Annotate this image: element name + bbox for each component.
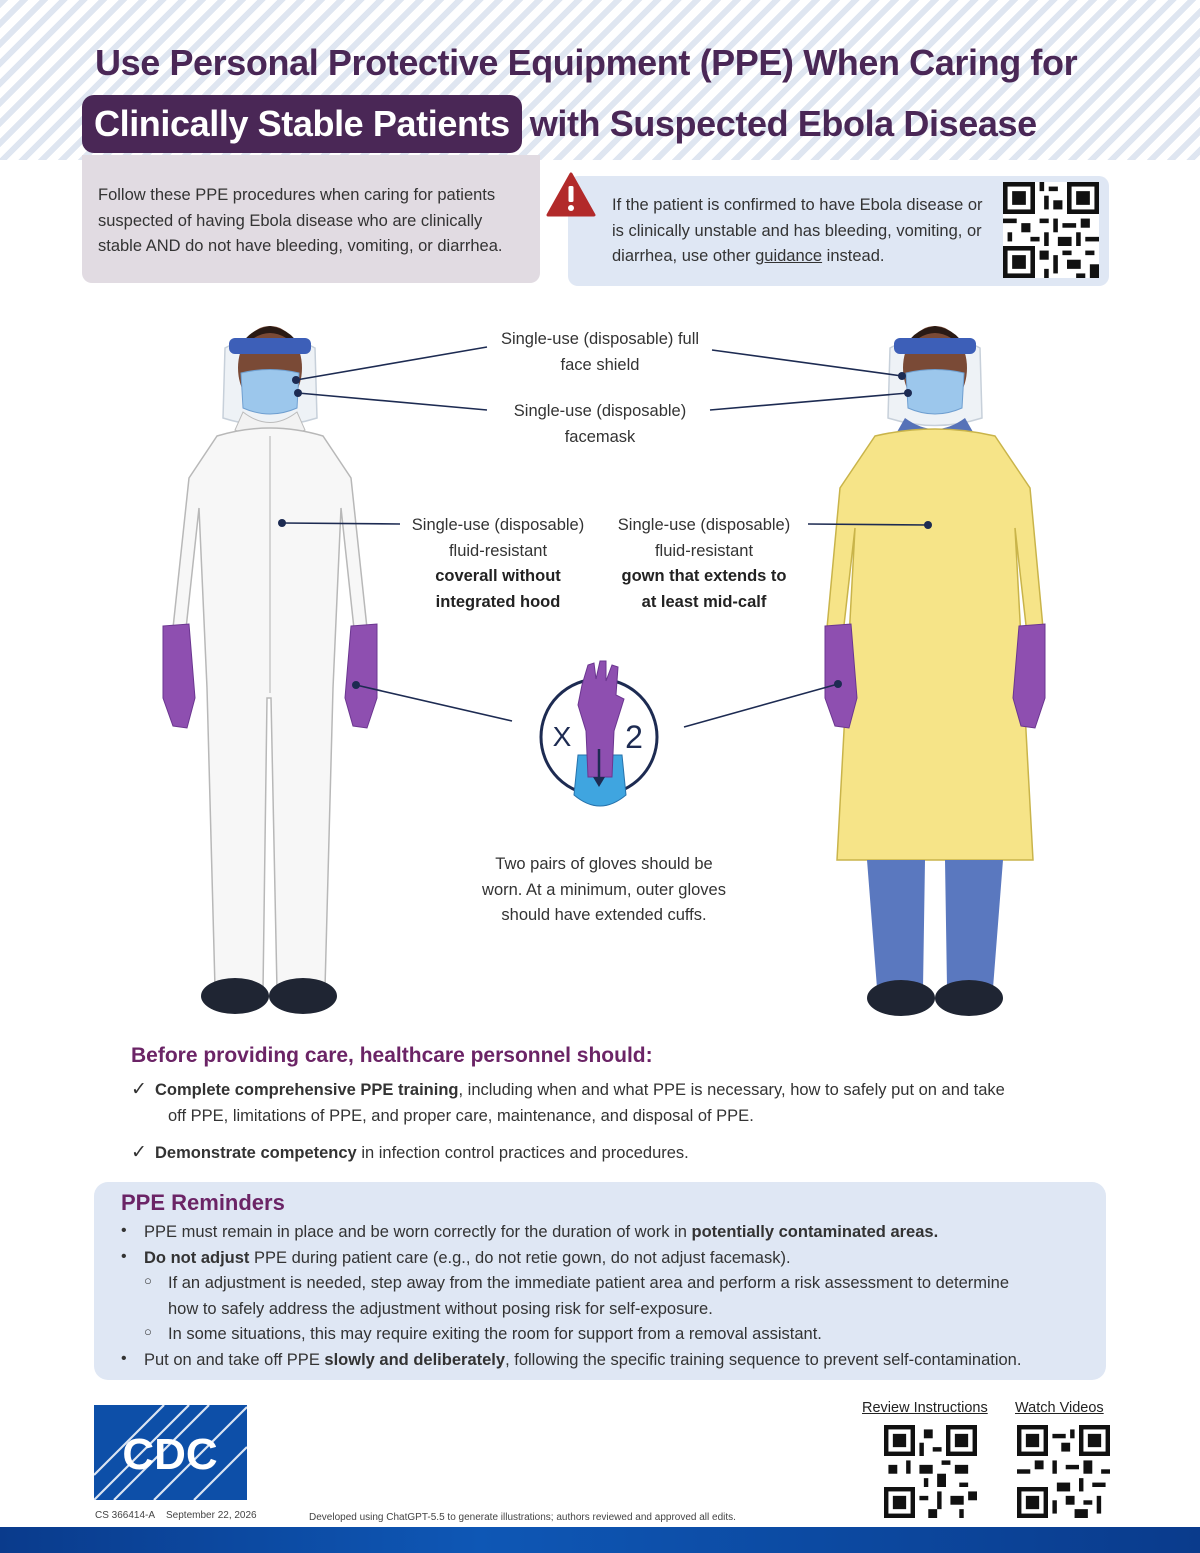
guidance-link[interactable]: guidance — [755, 247, 823, 265]
bullet-icon: • — [121, 1248, 127, 1265]
review-instructions-link[interactable]: Review Instructions — [862, 1400, 988, 1416]
bullet-icon: • — [121, 1222, 127, 1239]
gloves-count-label: 2 — [625, 719, 643, 755]
before-item-training-line2: off PPE, limitations of PPE, and proper care, maintenance, and disposal of PPE. — [168, 1107, 754, 1125]
page-title-line1: Use Personal Protective Equipment (PPE) When Caring for — [95, 42, 1078, 83]
cdc-logo — [94, 1405, 247, 1500]
gloves-label — [459, 852, 749, 929]
title-highlight: Clinically Stable Patients — [82, 95, 522, 153]
reminder-5-rest: , following the specific training sequence to prevent self-contamination. — [505, 1351, 1022, 1369]
warning-text-start: If the patient is confirmed to have Ebola disease or is clinically unstable and has bleeding, vomiting, or diarrhea, use other — [612, 196, 983, 265]
coverall-figure — [155, 308, 385, 1023]
before-item-training-bold: Complete comprehensive PPE training — [155, 1081, 459, 1099]
gown-label-line3: gown that extends to — [621, 567, 787, 585]
footer-bar — [0, 1527, 1200, 1553]
intro-box — [82, 155, 540, 283]
ai-disclosure: Developed using ChatGPT-5.5 to generate illustrations; authors reviewed and approved all edits. — [309, 1512, 736, 1523]
gown-label-line1: Single-use (disposable) — [617, 516, 791, 534]
reminder-item-5 — [144, 1348, 1094, 1374]
gloves-label-line2: worn. At a minimum, outer gloves — [482, 880, 726, 899]
gown-label-line2: fluid-resistant — [654, 541, 754, 560]
checkmark-icon: ✓ — [131, 1142, 147, 1163]
cdc-logo-text: CDC — [122, 1430, 218, 1479]
gown-label — [604, 513, 804, 615]
coverall-label-line4: integrated hood — [435, 592, 561, 611]
page-title-line2 — [82, 95, 1037, 153]
warning-icon — [546, 172, 596, 218]
intro-text: Follow these PPE procedures when caring for patients suspected of having Ebola disease who are clinically stable AND do not have bleeding, vomiting, or diarrhea. — [98, 186, 503, 255]
facemask-label-line2: facemask — [564, 427, 636, 446]
coverall-label-line3: coverall without — [435, 567, 561, 585]
coverall-label-line2: fluid-resistant — [448, 541, 548, 560]
qr-code-watch-videos[interactable] — [1017, 1425, 1110, 1518]
sub-bullet-icon: ○ — [144, 1324, 152, 1339]
gloves-label-line3: should have extended cuffs. — [501, 906, 707, 924]
face-shield-label — [480, 327, 720, 378]
watch-videos-link[interactable]: Watch Videos — [1015, 1400, 1104, 1416]
reminder-1-bold: potentially contaminated areas. — [691, 1223, 939, 1241]
sub-bullet-icon: ○ — [144, 1273, 152, 1288]
before-item-competency-rest: in infection control practices and procedures. — [356, 1144, 689, 1162]
facemask-label-line1: Single-use (disposable) — [513, 402, 687, 420]
document-id: CS 366414-A — [95, 1510, 156, 1521]
before-item-competency — [155, 1141, 1055, 1167]
gown-label-line4: at least mid-calf — [641, 592, 767, 611]
warning-text — [612, 193, 992, 270]
reminder-item-4: In some situations, this may require exiting the room for support from a removal assistant. — [168, 1325, 822, 1343]
reminder-1-text: PPE must remain in place and be worn correctly for the duration of work in — [144, 1223, 692, 1241]
gloves-label-line1: Two pairs of gloves should be — [495, 855, 713, 873]
reminder-item-3 — [168, 1271, 1098, 1322]
reminder-item-2 — [144, 1246, 1094, 1272]
before-care-heading: Before providing care, healthcare personnel should: — [131, 1044, 653, 1067]
reminder-2-text: PPE during patient care (e.g., do not retie gown, do not adjust facemask). — [249, 1249, 791, 1267]
reminder-item-1 — [144, 1220, 1094, 1246]
gloves-x-label: X — [552, 721, 572, 752]
checkmark-icon: ✓ — [131, 1079, 147, 1100]
reminder-5-text: Put on and take off PPE — [144, 1351, 325, 1369]
reminder-3-line1: If an adjustment is needed, step away from the immediate patient area and perform a risk assessment to determine — [168, 1274, 1010, 1292]
bullet-icon: • — [121, 1350, 127, 1367]
title-line2-rest: with Suspected Ebola Disease — [529, 103, 1037, 144]
reminder-3-line2: how to safely address the adjustment without posing risk for self-exposure. — [168, 1299, 713, 1318]
reminder-2-bold: Do not adjust — [144, 1249, 250, 1267]
document-date: September 22, 2026 — [166, 1510, 257, 1521]
gown-figure — [815, 308, 1055, 1023]
before-item-competency-bold: Demonstrate competency — [155, 1144, 357, 1162]
warning-text-end: instead. — [822, 247, 885, 265]
facemask-label — [490, 399, 710, 450]
qr-code-review-instructions[interactable] — [884, 1425, 977, 1518]
before-item-training-rest: , including when and what PPE is necessary, how to safely put on and take — [458, 1081, 1005, 1099]
face-shield-label-line1: Single-use (disposable) full — [500, 330, 700, 348]
face-shield-label-line2: face shield — [560, 355, 640, 374]
reminders-heading: PPE Reminders — [121, 1190, 285, 1215]
qr-code-guidance[interactable] — [1003, 182, 1099, 278]
coverall-label-line1: Single-use (disposable) — [411, 516, 585, 534]
coverall-label — [398, 513, 598, 615]
reminder-5-bold: slowly and deliberately — [324, 1351, 506, 1369]
before-item-training — [155, 1078, 1055, 1104]
